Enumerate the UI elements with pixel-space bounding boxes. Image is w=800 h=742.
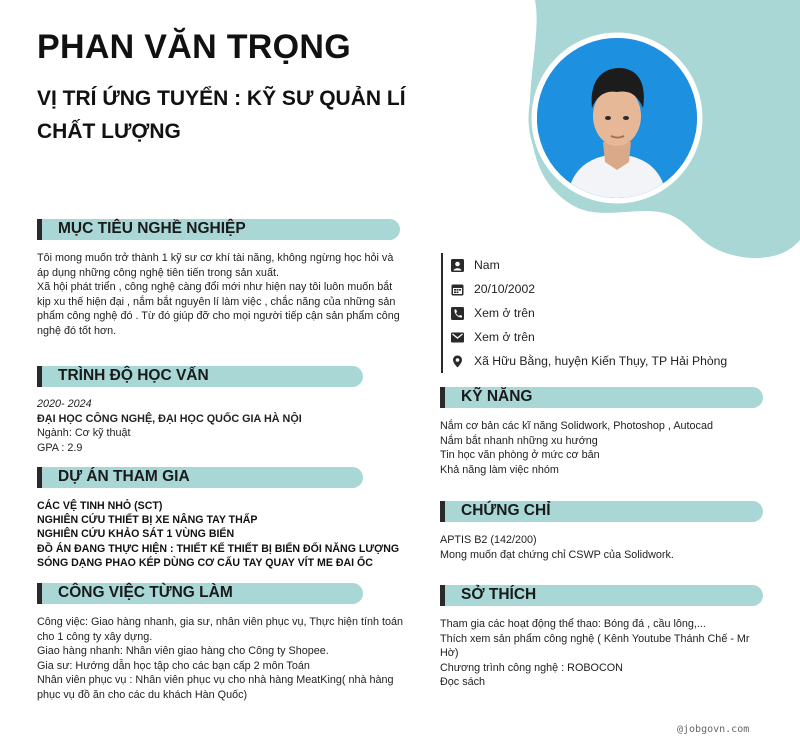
contact-email-value: Xem ở trên [474,330,535,344]
section-header-projects [37,467,363,488]
section-header-work [37,583,363,604]
objective-paragraph: Xã hội phát triển , công nghệ càng đổi mới như hiện nay tôi luôn muốn bắt kịp xu thế hiện đại , nắm bắt nguyên lí làm việc , chắc năng của những sản phẩm công nghệ đó . Từ đó giúp đỡ cho mọi người tiếp cận sản phẩm công nghệ đó tốt hơn. [37,281,400,337]
hobbies-list [440,617,770,690]
watermark: @jobgovn.com [677,724,750,735]
education-period: 2020- 2024 [37,398,92,410]
project-item: ĐỒ ÁN ĐANG THỰC HIỆN : THIẾT KẾ THIẾT BỊ BIẾN ĐỔI NĂNG LƯỢNG SÓNG DẠNG PHAO KÉP DÙNG CƠ CẤU TAY QUAY VÍT ME ĐAI ỐC [37,542,400,569]
person-icon [451,259,464,272]
work-list [37,615,403,702]
contact-email [451,325,727,349]
phone-icon [451,307,464,320]
contact-gender [451,253,727,277]
candidate-name: PHAN VĂN TRỌNG [37,28,351,66]
project-item: NGHIÊN CỨU KHẢO SÁT 1 VÙNG BIỂN [37,528,235,541]
project-item: NGHIÊN CỨU THIẾT BỊ XE NÂNG TAY THẤP [37,514,258,527]
section-header-hobbies [440,585,763,606]
section-title: KỸ NĂNG [461,388,533,405]
contact-phone [451,301,727,325]
hobby-item: Chương trình công nghệ : ROBOCON [440,661,623,674]
skill-item: Khả năng làm việc nhóm [440,463,559,476]
hobby-item: Tham gia các hoạt động thể thao: Bóng đá , cầu lông,... [440,618,706,630]
contact-info [441,253,727,373]
education-block [37,397,403,455]
section-header-certificates [440,501,763,522]
location-pin-icon [451,355,464,368]
hobby-item: Đọc sách [440,676,486,688]
contact-gender-value: Nam [474,258,500,272]
work-item: Giao hàng nhanh: Nhân viên giao hàng cho Công ty Shopee. [37,645,329,657]
calendar-icon [451,283,464,296]
mail-icon [451,331,464,344]
education-major: Ngành: Cơ kỹ thuật [37,427,131,439]
section-title: DỰ ÁN THAM GIA [58,468,190,485]
certificates-list [440,533,770,562]
projects-list [37,499,403,570]
avatar [537,38,697,198]
applied-position: VỊ TRÍ ỨNG TUYỂN : KỸ SƯ QUẢN LÍ CHẤT LƯỢNG [37,87,406,143]
section-title: SỞ THÍCH [461,586,537,603]
skills-list [440,419,770,477]
certificate-item: APTIS B2 (142/200) [440,534,537,546]
skill-item: Nắm cơ bản các kĩ năng Solidwork, Photoshop , Autocad [440,420,713,432]
objective-paragraph: Tôi mong muốn trở thành 1 kỹ sư cơ khí tài năng, không ngừng học hỏi và áp dụng những công nghệ tiên tiến trong sản xuất. [37,252,394,279]
contact-phone-value: Xem ở trên [474,306,535,320]
section-title: CÔNG VIỆC TỪNG LÀM [58,584,233,601]
skill-item: Tin học văn phòng ở mức cơ bản [440,449,600,461]
person-photo-icon [537,38,697,198]
contact-address [451,349,727,373]
section-title: CHỨNG CHỈ [461,502,551,519]
section-header-skills [440,387,763,408]
section-header-objective [37,219,400,240]
contact-address-value: Xã Hữu Bằng, huyện Kiến Thụy, TP Hải Phòng [474,354,728,368]
hobby-item: Thích xem sản phẩm công nghệ ( Kênh Youtube Thánh Chế - Mr Hờ) [440,632,750,659]
section-header-education [37,366,363,387]
education-gpa: GPA : 2.9 [37,441,83,454]
education-school: ĐẠI HỌC CÔNG NGHỆ, ĐẠI HỌC QUỐC GIA HÀ NỘI [37,412,302,425]
contact-birthday-value: 20/10/2002 [474,282,535,296]
work-item: Công việc: Giao hàng nhanh, gia sư, nhân viên phục vụ, Thực hiện tính toán cho 1 công ty xây dựng. [37,616,403,643]
work-item: Nhân viên phục vụ : Nhân viên phục vụ cho nhà hàng MeatKing( nhà hàng phục vụ đồ ăn cho các du khách Hàn Quốc) [37,674,394,701]
contact-birthday [451,277,727,301]
section-title: TRÌNH ĐỘ HỌC VẤN [58,367,209,384]
section-title: MỤC TIÊU NGHỀ NGHIỆP [58,220,246,237]
project-item: CÁC VỆ TINH NHỎ (SCT) [37,500,163,512]
skill-item: Nắm bắt nhanh những xu hướng [440,434,598,447]
objective-text [37,251,403,338]
work-item: Gia sư: Hướng dẫn học tập cho các bạn cấp 2 môn Toán [37,659,310,672]
certificate-item: Mong muốn đạt chứng chỉ CSWP của Solidwork. [440,548,674,561]
